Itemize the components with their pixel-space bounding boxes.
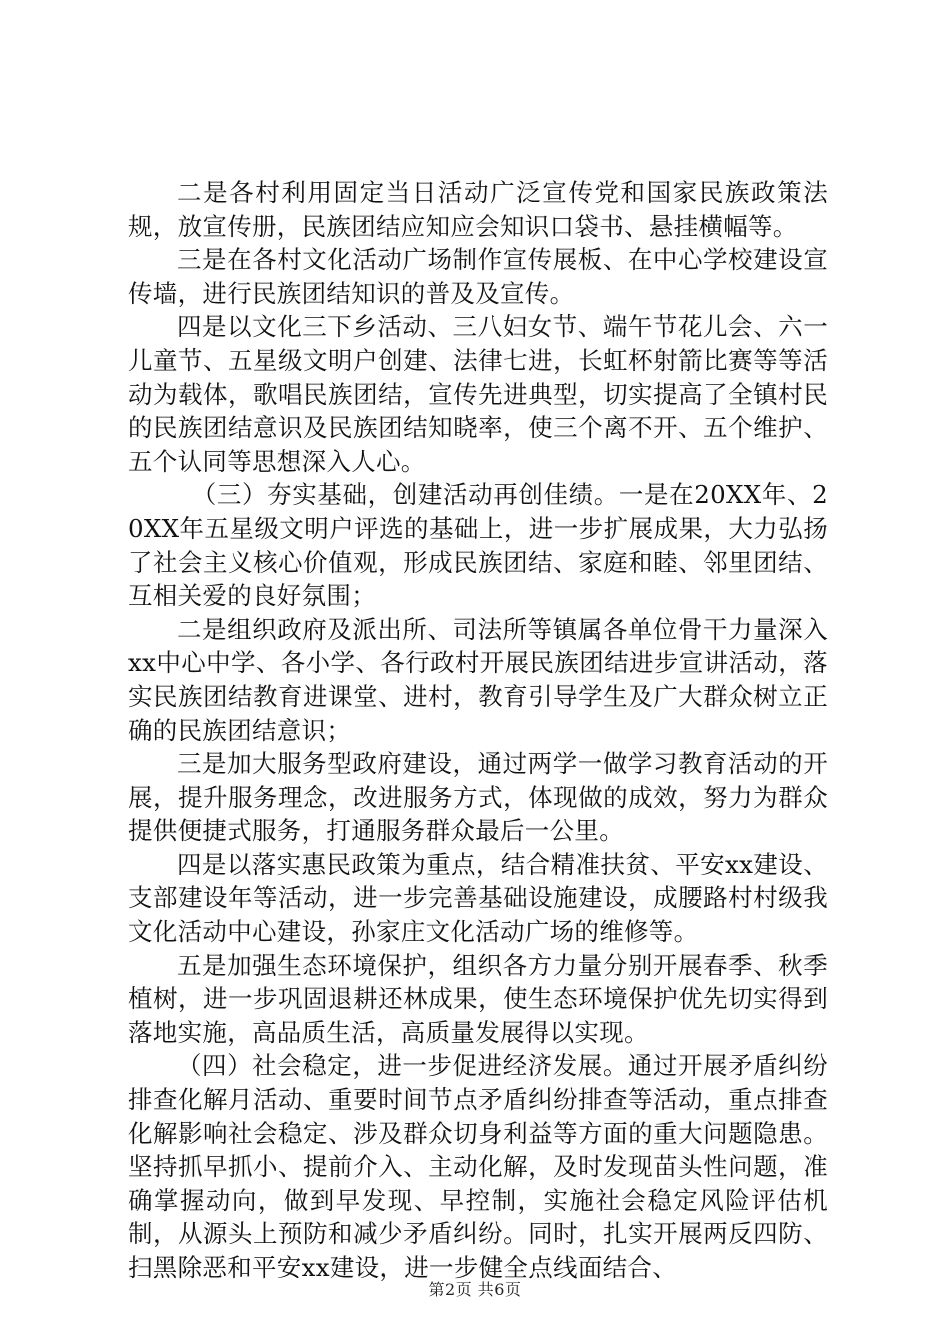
paragraph-display-boards: 三是在各村文化活动广场制作宣传展板、在中心学校建设宣传墙，进行民族团结知识的普及及宣传。 [128,245,828,308]
paragraph-cultural-activities: 四是以文化三下乡活动、三八妇女节、端午节花儿会、六一儿童节、五星级文明户创建、法律七进，长虹杯射箭比赛等等活动为载体，歌唱民族团结，宣传先进典型，切实提高了全镇村民的民族团结意识及民族团结知晓率，使三个离不开、五个维护、五个认同等思想深入人心。 [128,312,828,476]
document-body [128,176,828,1285]
paragraph-ecology: 五是加强生态环境保护，组织各方力量分别开展春季、秋季植树，进一步巩固退耕还林成果，使生态环境保护优先切实得到落地实施，高品质生活，高质量发展得以实现。 [128,950,828,1047]
paragraph-organize-lectures: 二是组织政府及派出所、司法所等镇属各单位骨干力量深入xx中心中学、各小学、各行政村开展民族团结进步宣讲活动，落实民族团结教育进课堂、进村，教育引导学生及广大群众树立正确的民族团结意识； [128,614,828,745]
paragraph-section-three: （三）夯实基础，创建活动再创佳绩。一是在20XX年、20XX年五星级文明户评选的基础上，进一步扩展成果，大力弘扬了社会主义核心价值观，形成民族团结、家庭和睦、邻里团结、互相关爱的良好氛围； [128,480,828,611]
paragraph-propaganda-policy: 二是各村利用固定当日活动广泛宣传党和国家民族政策法规，放宣传册，民族团结应知应会知识口袋书、悬挂横幅等。 [128,178,828,241]
paragraph-benefit-policy: 四是以落实惠民政策为重点，结合精准扶贫、平安xx建设、支部建设年等活动，进一步完善基础设施建设，成腰路村村级我文化活动中心建设，孙家庄文化活动广场的维修等。 [128,849,828,947]
paragraph-section-four: （四）社会稳定，进一步促进经济发展。通过开展矛盾纠纷排查化解月活动、重要时间节点矛盾纠纷排查等活动，重点排查化解影响社会稳定、涉及群众切身利益等方面的重大问题隐患。坚持抓早抓小、提前介入、主动化解，及时发现苗头性问题，准确掌握动向，做到早发现、早控制，实施社会稳定风险评估机制，从源头上预防和减少矛盾纠纷。同时，扎实开展两反四防、扫黑除恶和平安xx建设，进一步健全点线面结合、 [128,1051,828,1282]
page-number-footer: 第2页 共6页 [428,1280,522,1299]
paragraph-service-government: 三是加大服务型政府建设，通过两学一做学习教育活动的开展，提升服务理念，改进服务方式，体现做的成效，努力为群众提供便捷式服务，打通服务群众最后一公里。 [128,749,828,846]
